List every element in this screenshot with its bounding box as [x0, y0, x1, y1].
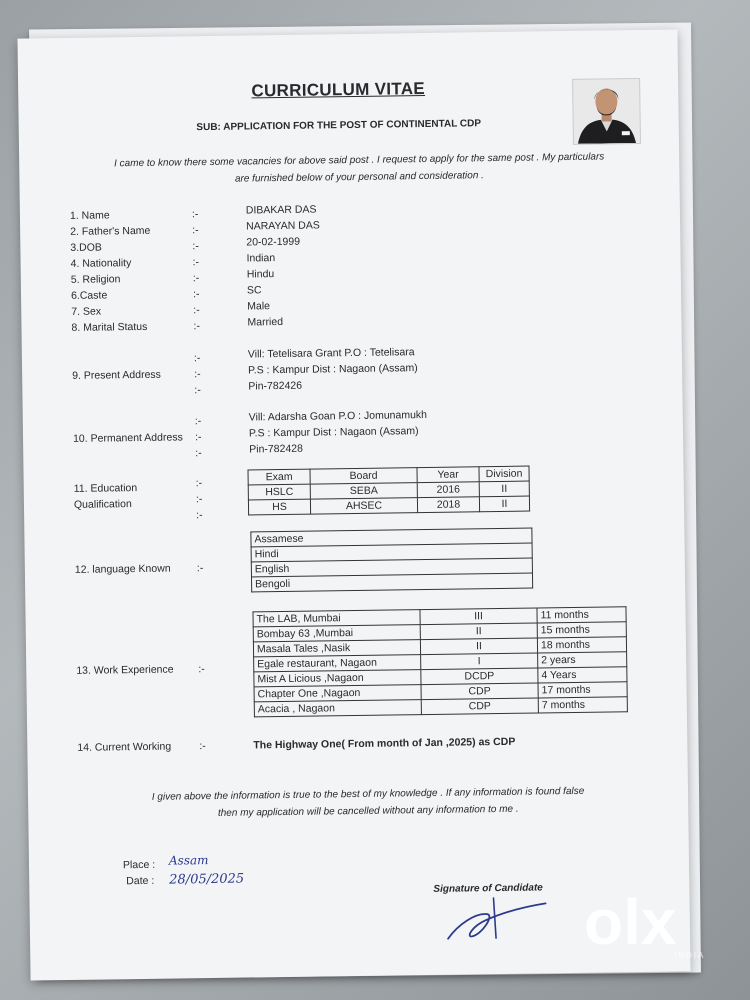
table-header: Exam — [248, 469, 310, 485]
present-address-label: 9. Present Address — [72, 368, 161, 382]
education-label-cont: Qualification — [73, 498, 132, 511]
duration-cell: 17 months — [538, 682, 627, 698]
table-header: Division — [479, 466, 529, 482]
table-row — [251, 573, 532, 592]
present-address-line: Pin-782426 — [248, 379, 303, 393]
position-cell: II — [420, 638, 537, 655]
employer-cell: Bombay 63 ,Mumbai — [253, 625, 420, 642]
table-cell: II — [479, 481, 529, 497]
duration-cell: 11 months — [537, 607, 626, 623]
employer-cell: Chapter One ,Nagaon — [254, 685, 421, 702]
caste-label: 6.Caste — [70, 289, 108, 302]
separator: :- — [194, 384, 201, 397]
separator: :- — [194, 431, 202, 444]
language-item: Bengoli — [251, 573, 532, 592]
sex-value: Male — [247, 300, 271, 313]
separator: :- — [195, 493, 203, 506]
employer-cell: Mist A Licious ,Nagaon — [254, 670, 421, 687]
declaration-paragraph: I given above the information is true to the best of my knowledge . If any information is found false then my application will be cancelled without any information to me . — [151, 785, 585, 819]
separator: :- — [193, 304, 200, 317]
position-cell: II — [420, 623, 537, 640]
table-cell: AHSEC — [310, 498, 417, 514]
duration-cell: 7 months — [538, 697, 627, 713]
father-name-value: NARAYAN DAS — [246, 219, 320, 233]
sex-label: 7. Sex — [71, 305, 102, 318]
duration-cell: 18 months — [537, 637, 626, 653]
separator: :- — [195, 447, 202, 460]
permanent-address-line: Vill: Adarsha Goan P.O : Jomunamukh — [248, 408, 428, 424]
education-label: 11. Education — [73, 482, 138, 495]
present-address-line: P.S : Kampur Dist : Nagaon (Assam) — [248, 362, 418, 377]
place-value: Assam — [168, 853, 209, 868]
table-cell: 2018 — [417, 497, 479, 513]
separator: :- — [192, 240, 199, 253]
separator: :- — [193, 352, 201, 365]
position-cell: III — [420, 608, 537, 625]
separator: :- — [199, 740, 206, 753]
olx-watermark — [578, 884, 718, 969]
olx-logo-text: olx — [584, 886, 677, 958]
marital-status-value: Married — [247, 315, 284, 329]
table-cell: II — [479, 496, 529, 512]
separator: :- — [196, 509, 203, 522]
table-cell: 2016 — [417, 482, 479, 498]
document-title: CURRICULUM VITAE — [251, 78, 426, 101]
separator: :- — [194, 415, 202, 428]
languages-table — [250, 528, 533, 593]
table-header: Board — [310, 468, 417, 484]
signature-mark — [441, 893, 552, 945]
position-cell: I — [421, 653, 538, 670]
intro-paragraph: I came to know there some vacancies for above said post . I request to apply for the same post . My particulars are furnished below of your personal and consideration . — [114, 151, 605, 185]
separator: :- — [193, 320, 200, 333]
permanent-address-line: Pin-782428 — [249, 442, 304, 456]
separator: :- — [191, 208, 199, 221]
duration-cell: 4 Years — [538, 667, 627, 683]
position-cell: DCDP — [421, 668, 538, 685]
languages-label: 12. language Known — [74, 562, 171, 576]
separator: :- — [198, 663, 205, 676]
olx-logo-icon — [578, 884, 718, 964]
employer-cell: Acacia , Nagaon — [254, 700, 421, 717]
caste-value: SC — [246, 284, 262, 297]
table-cell: HS — [248, 499, 310, 515]
olx-logo-subtext: INDIA — [674, 951, 706, 960]
language-item: Hindi — [251, 543, 532, 562]
religion-label: 5. Religion — [70, 273, 121, 286]
permanent-address-label: 10. Permanent Address — [72, 431, 183, 445]
nationality-label: 4. Nationality — [70, 257, 132, 270]
candidate-photo — [572, 78, 641, 145]
work-experience-table — [252, 606, 627, 717]
subject-line: SUB: APPLICATION FOR THE POST OF CONTINENTAL CDP — [196, 118, 482, 134]
cv-page — [17, 29, 690, 980]
dob-label: 3.DOB — [70, 241, 102, 254]
permanent-address-line: P.S : Kampur Dist : Nagaon (Assam) — [248, 425, 419, 440]
duration-cell: 15 months — [537, 622, 626, 638]
language-item: Assamese — [251, 528, 532, 547]
present-address-line: Vill: Tetelisara Grant P.O : Tetelisara — [247, 346, 415, 361]
marital-status-label: 8. Marital Status — [71, 320, 148, 334]
current-working-value: The Highway One( From month of Jan ,2025) as CDP — [253, 735, 516, 752]
signature-caption: Signature of Candidate — [433, 882, 543, 895]
separator: :- — [192, 256, 200, 269]
table-header: Year — [417, 467, 479, 483]
nationality-value: Indian — [246, 252, 276, 265]
employer-cell: Masala Tales ,Nasik — [253, 640, 420, 657]
name-label: 1. Name — [69, 209, 110, 222]
name-value: DIBAKAR DAS — [245, 203, 317, 217]
education-table — [247, 466, 530, 516]
employer-cell: Egale restaurant, Nagaon — [254, 655, 421, 672]
separator: :- — [194, 368, 201, 381]
position-cell: CDP — [421, 683, 538, 700]
date-label: Date : — [126, 874, 155, 888]
position-cell: CDP — [421, 698, 538, 715]
father-name-label: 2. Father's Name — [70, 224, 151, 238]
separator: :- — [195, 477, 203, 490]
current-working-label: 14. Current Working — [77, 740, 172, 754]
language-item: English — [251, 558, 532, 577]
place-label: Place : — [122, 858, 156, 872]
table-cell: HSLC — [248, 484, 310, 500]
religion-value: Hindu — [246, 268, 275, 281]
date-value: 28/05/2025 — [169, 871, 245, 888]
employer-cell: The LAB, Mumbai — [253, 610, 420, 627]
dob-value: 20-02-1999 — [246, 235, 301, 249]
separator: :- — [192, 224, 199, 237]
work-experience-label: 13. Work Experience — [76, 663, 174, 677]
separator: :- — [192, 272, 200, 285]
duration-cell: 2 years — [538, 652, 627, 668]
table-cell: SEBA — [310, 483, 417, 499]
separator: :- — [192, 288, 200, 301]
separator: :- — [196, 562, 204, 575]
